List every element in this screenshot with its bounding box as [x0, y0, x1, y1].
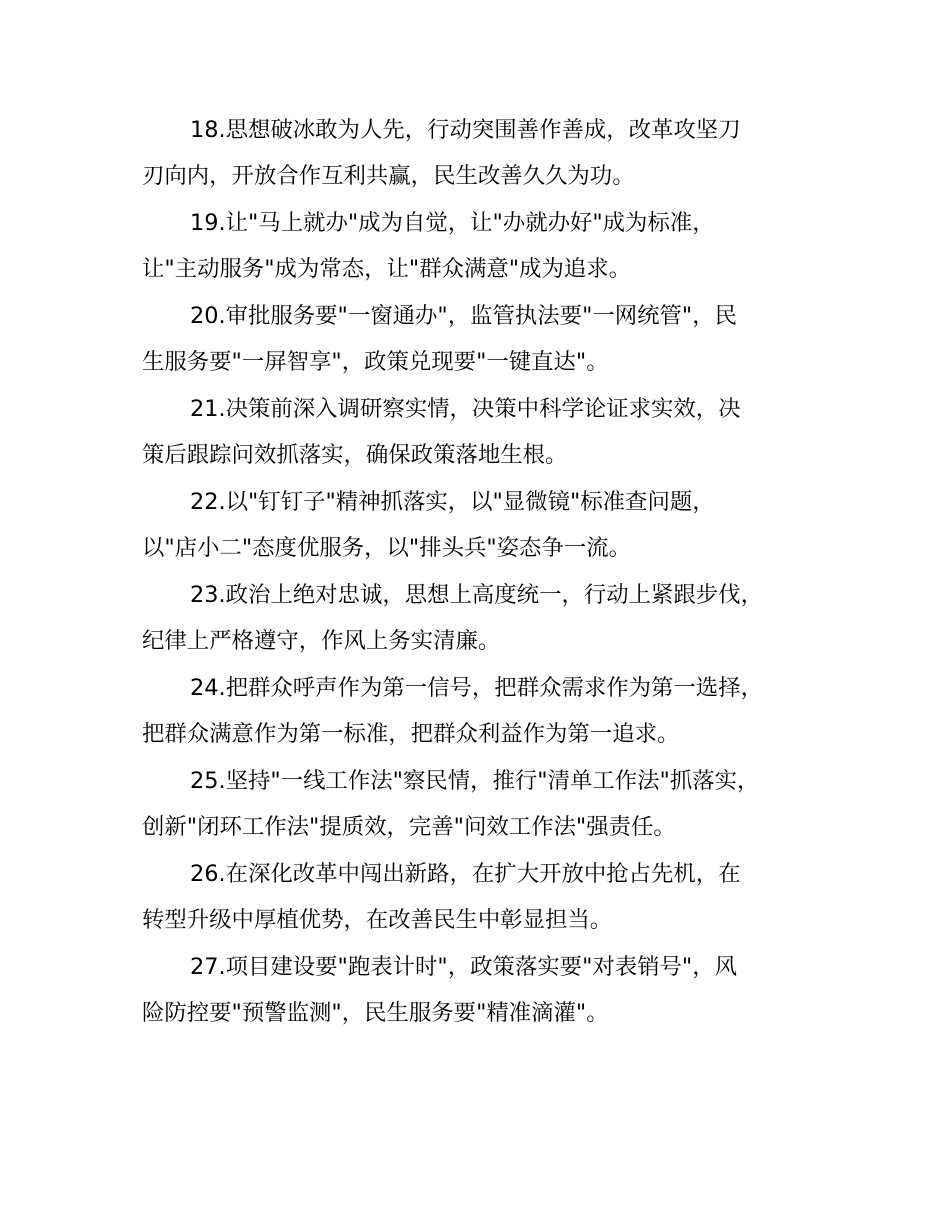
paragraph-line: 刃向内，开放合作互利共赢，民生改善久久为功。: [142, 163, 635, 189]
paragraph-line: 18.思想破冰敢为人先，行动突围善作善成，改革攻坚刀: [190, 117, 741, 143]
paragraph-line: 转型升级中厚植优势，在改善民生中彰显担当。: [142, 907, 613, 933]
paragraph-line: 以"店小二"态度优服务，以"排头兵"姿态争一流。: [142, 535, 632, 561]
paragraph-line: 21.决策前深入调研察实情，决策中科学论证求实效，决: [190, 396, 741, 422]
paragraph-line: 26.在深化改革中闯出新路，在扩大开放中抢占先机，在: [190, 861, 741, 887]
paragraph-line: 策后跟踪问效抓落实，确保政策落地生根。: [142, 442, 568, 468]
paragraph-27: [142, 955, 832, 1025]
paragraph-line: 25.坚持"一线工作法"察民情，推行"清单工作法"抓落实，: [190, 768, 760, 794]
paragraph-line: 险防控要"预警监测"，民生服务要"精准滴灌"。: [142, 1000, 609, 1026]
paragraph-19: [142, 211, 832, 281]
paragraph-25: [142, 769, 832, 839]
paragraph-24: [142, 676, 832, 746]
paragraph-26: [142, 862, 832, 932]
paragraph-22: [142, 490, 832, 560]
paragraph-line: 纪律上严格遵守，作风上务实清廉。: [142, 628, 501, 654]
paragraph-line: 24.把群众呼声作为第一信号，把群众需求作为第一选择，: [190, 675, 763, 701]
paragraph-line: 27.项目建设要"跑表计时"，政策落实要"对表销号"，风: [190, 954, 738, 980]
paragraph-line: 让"主动服务"成为常态，让"群众满意"成为追求。: [142, 256, 632, 282]
paragraph-20: [142, 304, 832, 374]
paragraph-line: 创新"闭环工作法"提质效，完善"问效工作法"强责任。: [142, 814, 676, 840]
paragraph-18: [142, 118, 832, 188]
paragraph-line: 22.以"钉钉子"精神抓落实，以"显微镜"标准查问题，: [190, 489, 715, 515]
paragraph-line: 20.审批服务要"一窗通办"，监管执法要"一网统管"，民: [190, 303, 738, 329]
paragraph-23: [142, 583, 832, 653]
paragraph-line: 把群众满意作为第一标准，把群众利益作为第一追求。: [142, 721, 680, 747]
paragraph-line: 19.让"马上就办"成为自觉，让"办就办好"成为标准，: [190, 210, 715, 236]
document-body: [142, 118, 832, 1048]
paragraph-line: 生服务要"一屏智享"，政策兑现要"一键直达"。: [142, 349, 609, 375]
paragraph-line: 23.政治上绝对忠诚，思想上高度统一，行动上紧跟步伐，: [190, 582, 763, 608]
paragraph-21: [142, 397, 832, 467]
